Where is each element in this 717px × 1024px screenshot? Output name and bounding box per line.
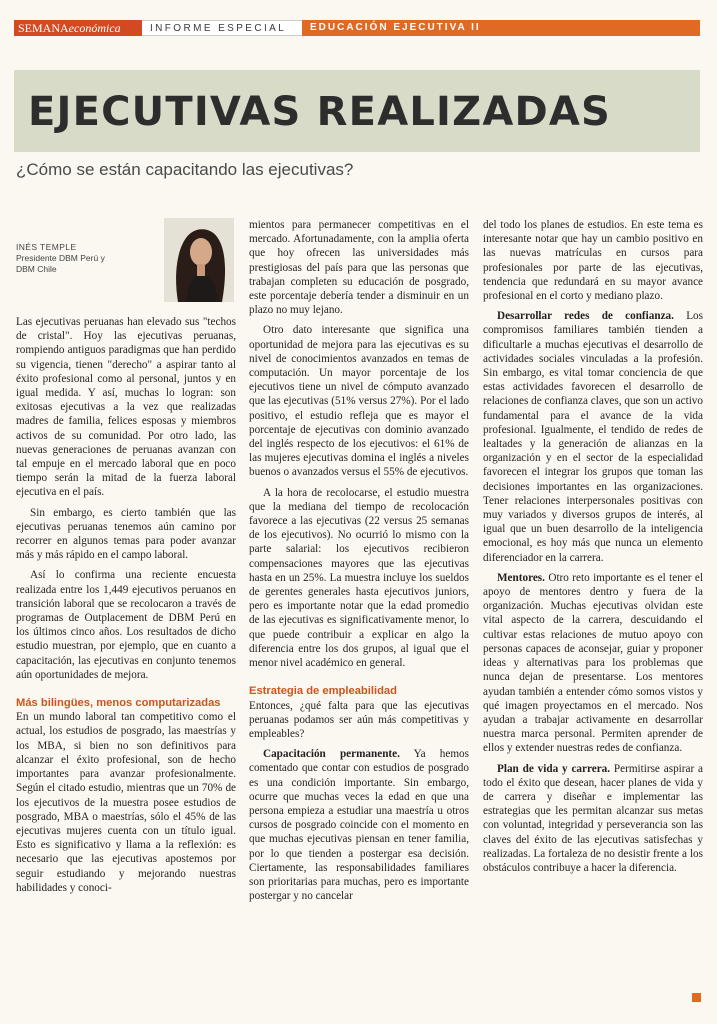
paragraph: Sin embargo, es cierto también que las ejecutivas peruanas tenemos aún camino por recorrer en algunos temas para poder avanzar más y más rápido en el campo laboral. bbox=[16, 506, 236, 562]
paragraph: En un mundo laboral tan competitivo como el actual, los estudios de posgrado, las maestrías y los MBA, si bien no son definitivos para alcanzar el éxito profesional, son de hecho importantes para avanzar profesionalmente. Según el citado estudio, mientras que un 70% de los ejecutivos de la muestra posee estudios de posgrado, MBA o maestrías, sólo el 45% de las ejecutivas mujeres cuenta con un título igual. Esto es significativo y llama a la reflexión: es necesario que las ejecutivas apostemos por seguir estudiando y mejorando nuestras habilidades y conoci- bbox=[16, 711, 236, 894]
article-subtitle: ¿Cómo se están capacitando las ejecutivas? bbox=[16, 160, 354, 179]
paragraph bbox=[483, 571, 703, 756]
paragraph bbox=[483, 309, 703, 565]
paragraph: mientos para permanecer competitivas en el mercado. Afortunadamente, con la amplia oferta que hoy ofrecen las universidades más prestigiosas del país para que las personas que trabajan completen su educación de posgrado, este porcentaje debería tender a disminuir en un plazo no muy lejano. bbox=[249, 219, 469, 317]
paragraph bbox=[249, 747, 469, 903]
paragraph-text: Otro reto importante es el tener el apoyo de mentores dentro y fuera de la organización. Muchas ejecutivas olvidan este vital aspecto de la carrera, descuidando el cultivar estas relaciones de mutuo apoyo con personas capaces de aconsejar, guiar y proponer ideas y alternativas para los problemas que nunca dejan de presentarse. Los mentores ayudan también a entender cómo somos vistos y qué imagen proyectamos en el mercado. Nos ayudan a trabajar activamente en desarrollar nuestra marca personal. Permiten aprender de ellos y extender nuestras redes de confianza. bbox=[483, 571, 703, 755]
paragraph: Las ejecutivas peruanas han elevado sus "techos de cristal". Hoy las ejecutivas peruanas, rompiendo antiguos paradigmas que han perdido su vigencia, tienen "derecho" a aspirar tanto al éxito profesional como al personal, juntos y en igual medida. Y así, muchas lo logran: son exitosas ejecutivas a la vez que realizadas madres de familia, felices esposas y miembros activos de su comunidad. Por otro lado, las nuevas generaciones de peruanas avanzan con tal empuje en el mercado laboral que en poco tiempo serán la mitad de la fuerza laboral ejecutiva en el país. bbox=[16, 316, 236, 499]
section-heading: Más bilingües, menos computarizadas bbox=[16, 697, 221, 710]
section-label: INFORME ESPECIAL bbox=[142, 20, 302, 36]
header-bar bbox=[14, 20, 700, 36]
logo-part-1: SEMANA bbox=[18, 21, 69, 35]
end-of-article-mark bbox=[692, 993, 701, 1002]
article-column-2 bbox=[249, 218, 469, 903]
series-label: EDUCACIÓN EJECUTIVA II bbox=[302, 20, 700, 36]
logo-part-2: económica bbox=[68, 21, 121, 35]
paragraph-text: Ya hemos comentado que contar con estudios de posgrado es una condición importante. Sin embargo, ocurre que muchas veces la edad en que una persona empieza a estudiar una maestría u otros cursos de posgrado coincide con el momento en que muchas ejecutivas piensan en tener familia, por lo que tienden a postergar esa decisión. Ciertamente, las responsabilidades familiares son prioritarias para muchas, pero es importante postergar y no cancelar bbox=[249, 748, 469, 903]
paragraph: A la hora de recolocarse, el estudio muestra que la mediana del tiempo de recolocación favorece a las ejecutivas (22 versus 25 semanas de los ejecutivos). No ocurrió lo mismo con la parte salarial: los ejecutivos recibieron compensaciones mayores que las ejecutivas hasta en un 25%. La muestra incluye los sueldos de gerentes generales hasta ejecutivos juniors, pero es importante notar que la edad promedio de las ejecutivas es significativamente menor, lo que puede contribuir a explicar en algo la diferencia entre los dos grupos, al igual que el menor nivel académico en general. bbox=[249, 486, 469, 670]
paragraph: Entonces, ¿qué falta para que las ejecutivas peruanas podamos ser aún más competitivas y empleables? bbox=[249, 699, 469, 740]
section-heading: Estrategia de empleabilidad bbox=[249, 685, 397, 698]
author-photo bbox=[164, 218, 234, 302]
paragraph-text: Permitirse aspirar a todo el éxito que desean, hacer planes de vida y de carrera y diseñar e implementar las estrategias que les permitan alcanzar sus metas con voluntad, integridad y perseverancia son las claves del éxito de las ejecutivas satisfechas y realizadas. La fortaleza de no desistir frente a los obstáculos contribuye a hacer la diferencia. bbox=[483, 762, 703, 874]
paragraph: Así lo confirma una reciente encuesta realizada entre los 1,449 ejecutivos peruanos en transición laboral que se recolocaron a través de programas de Outplacement de DBM Perú en los últimos cinco años. Los resultados de dicho estudio muestran, por ejemplo, que en cuanto a capacitación, las ejecutivas en conjunto tenemos aún oportunidades de mejora. bbox=[16, 569, 236, 681]
article-column-3 bbox=[483, 218, 703, 875]
paragraph: del todo los planes de estudios. En este tema es interesante notar que hay un cambio positivo en las nuevas matrículas en cursos para profesionales por parte de las ejecutivas, tendencia que redundará en su mayor avance profesional en el corto y mediano plazo. bbox=[483, 219, 703, 303]
paragraph-text: Los compromisos familiares también tienden a dificultarle a muchas ejecutivas el desarrollo de actividades sociales vinculadas a la profesión. Sin embargo, es vital tomar conciencia de que estas actividades favorecen el desarrollo de relaciones de confianza claves, que son un activo fundamental para el avance de la vida profesional. Igualmente, el tendido de redes de lealtades y la generación de alianzas en la organización y en el sector de la especialidad favorecen el integrar los grupos que toman las decisiones importantes en las organizaciones. Tener relaciones interpersonales positivas con muy variados y diversos grupos de interés, al igual que un buen desarrollo de la inteligencia emocional, es hoy más que nunca un elemento diferenciador en la carrera. bbox=[483, 310, 704, 564]
author-name: INÉS TEMPLE bbox=[16, 242, 77, 252]
author-box bbox=[16, 218, 234, 304]
author-portrait-image bbox=[164, 218, 234, 302]
paragraph bbox=[483, 762, 703, 876]
paragraph: Otro dato interesante que significa una oportunidad de mejora para las ejecutivas es su nivel de conocimientos avanzados en temas de computación. Un mayor porcentaje de los ejecutivos tiene un nivel de cómputo avanzado que las ejecutivas (51% versus 27%). Por el lado positivo, el estudio refleja que es mayor el porcentaje de ejecutivas con dominio avanzado del inglés respecto de los ejecutivos: el 61% de las mujeres ejecutivas domina el inglés a niveles buenos o avanzados versus el 55% de ejecutivos. bbox=[249, 324, 469, 479]
lead-in: Capacitación permanente. bbox=[263, 748, 400, 761]
lead-in: Mentores. bbox=[497, 571, 545, 584]
magazine-logo bbox=[14, 20, 142, 36]
lead-in: Desarrollar redes de confianza. bbox=[497, 310, 674, 323]
author-role: Presidente DBM Perú y DBM Chile bbox=[16, 253, 105, 274]
article-title: EJECUTIVAS REALIZADAS bbox=[28, 89, 612, 135]
lead-in: Plan de vida y carrera. bbox=[497, 762, 611, 775]
article-column-1 bbox=[16, 315, 236, 895]
